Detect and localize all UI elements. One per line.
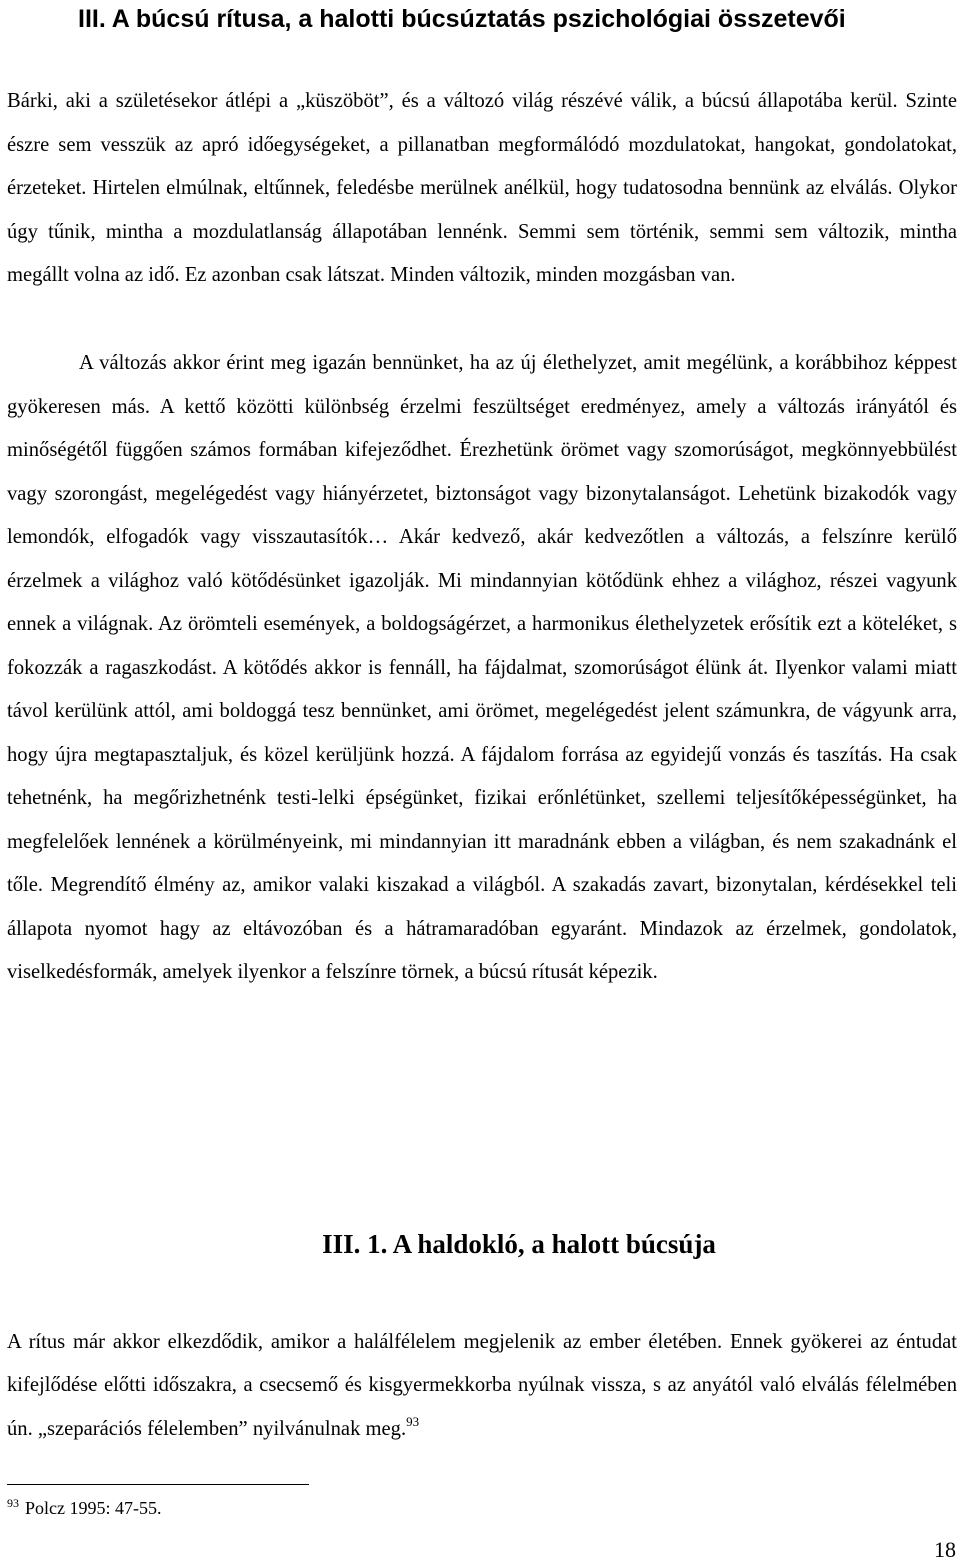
footnote-mark: 93 — [7, 1496, 19, 1510]
paragraph-ritual-text: A rítus már akkor elkezdődik, amikor a halálfélelem megjelenik az ember életében. Ennek gyökerei az éntudat kifejlődése előtti időszakra, a csecsemő és kisgyermekkorba nyúlnak vissza, s az anyától való elválás félelmében ún. „szeparációs félelemben” nyilvánulnak meg. — [7, 1331, 957, 1440]
footnote-text: Polcz 1995: 47-55. — [25, 1498, 162, 1518]
page-number: 18 — [934, 1537, 956, 1562]
footnote-divider — [7, 1484, 309, 1485]
paragraph-ritual — [7, 1321, 957, 1451]
paragraph-intro: Bárki, aki a születésekor átlépi a „küszöböt”, és a változó világ részévé válik, a búcsú állapotába kerül. Szinte észre sem vesszük az apró időegységeket, a pillanatban megformálódó mozdulatokat, hangokat, gondolatokat, érzeteket. Hirtelen elmúlnak, eltűnnek, feledésbe merülnek anélkül, hogy tudatosodna bennünk az elválás. Olykor úgy tűnik, mintha a mozdulatlanság állapotában lennénk. Semmi sem történik, semmi sem változik, mintha megállt volna az idő. Ez azonban csak látszat. Minden változik, minden mozgásban van. — [7, 90, 957, 286]
chapter-title: III. A búcsú rítusa, a halotti búcsúztatás pszichológiai összetevői — [78, 5, 846, 33]
footnote — [7, 1496, 162, 1520]
paragraph-change: A változás akkor érint meg igazán bennünket, ha az új élethelyzet, amit megélünk, a korábbihoz képpest gyökeresen más. A kettő közötti különbség érzelmi feszültséget eredményez, amely a változás irányától és minőségétől függően számos formában kifejeződhet. Érezhetünk örömet vagy szomorúságot, megkönnyebbülést vagy szorongást, megelégedést vagy hiányérzetet, biztonságot vagy bizonytalanságot. Lehetünk bizakodók vagy lemondók, elfogadók vagy visszautasítók… Akár kedvező, akár kedvezőtlen a változás, a felszínre kerülő érzelmek a világhoz való kötődésünket igazolják. Mi mindannyian kötődünk ehhez a világhoz, részei vagyunk ennek a világnak. Az örömteli események, a boldogságérzet, a harmonikus élethelyzetek erősítik ezt a köteléket, s fokozzák a ragaszkodást. A kötődés akkor is fennáll, ha fájdalmat, szomorúságot élünk át. Ilyenkor valami miatt távol kerülünk attól, ami boldoggá tesz bennünket, ami örömet, megelégedést jelent számunkra, de vágyunk arra, hogy újra megtapasztaljuk, és közel kerüljünk hozzá. A fájdalom forrása az egyidejű vonzás és taszítás. Ha csak tehetnénk, ha megőrizhetnénk testi-lelki épségünket, fizikai erőnlétünket, szellemi teljesítőképességünket, ha megfelelőek lennének a körülményeink, mi mindannyian itt maradnánk ebben a világban, és nem szakadnánk el tőle. Megrendítő élmény az, amikor valaki kiszakad a világból. A szakadás zavart, bizonytalan, kérdésekkel teli állapota nyomot hagy az eltávozóban és a hátramaradóban egyaránt. Mindazok az érzelmek, gondolatok, viselkedésformák, amelyek ilyenkor a felszínre törnek, a búcsú rítusát képezik. — [7, 352, 957, 983]
section-title: III. 1. A haldokló, a halott búcsúja — [322, 1229, 716, 1259]
footnote-reference[interactable]: 93 — [406, 1413, 420, 1429]
